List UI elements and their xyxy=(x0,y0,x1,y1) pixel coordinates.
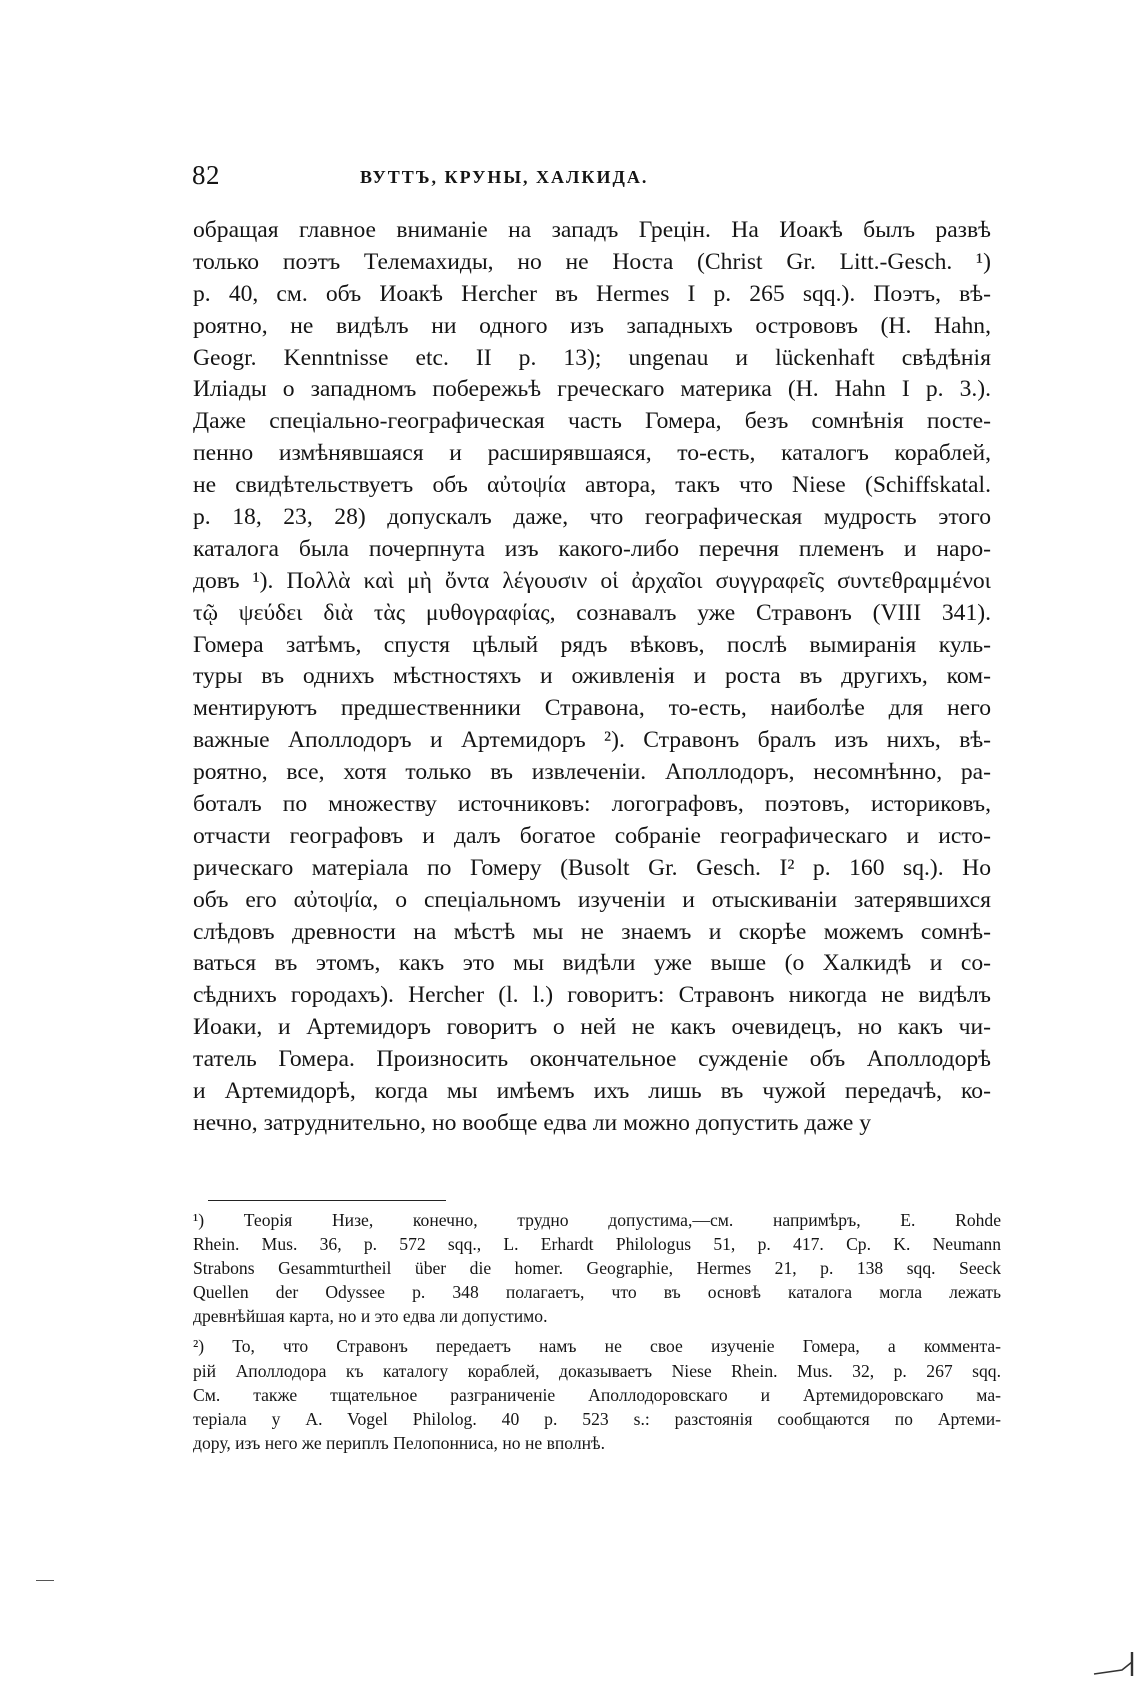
text-line: боталъ по множеству источниковъ: логографовъ, поэтовъ, историковъ, xyxy=(193,791,991,818)
text-line: каталога была почерпнута изъ какого-либо перечня племенъ и наро- xyxy=(193,535,991,562)
footnote xyxy=(193,1208,1001,1328)
text-line: сѣднихъ городахъ). Hercher (l. l.) говоритъ: Стравонъ никогда не видѣлъ xyxy=(193,982,991,1009)
text-line: Даже спеціально-географическая часть Гомера, безъ сомнѣнія посте- xyxy=(193,408,991,435)
text-line: только поэтъ Телемахиды, но не Носта (Christ Gr. Litt.-Gesch. ¹) xyxy=(193,248,991,275)
text-line: довъ ¹). Πολλὰ καὶ μὴ ὄντα λέγουσιν οἱ ἀρχαῖοι συγγραφεῖς συντεθραμμένοι xyxy=(193,567,991,594)
page-number: 82 xyxy=(192,160,220,190)
footnote-line: дору, изъ него же периплъ Пелопонниса, но не вполнѣ. xyxy=(193,1432,606,1453)
footnotes xyxy=(193,1208,1001,1455)
footnote xyxy=(193,1334,1001,1454)
text-line: Иоаки, и Артемидоръ говоритъ о ней не какъ очевидецъ, но какъ чи- xyxy=(193,1014,991,1041)
text-line: татель Гомера. Произносить окончательное сужденіе объ Аполлодорѣ xyxy=(193,1046,991,1073)
text-line: пенно измѣнявшаяся и расширявшаяся, то-есть, каталогъ кораблей, xyxy=(193,440,991,467)
text-line: обращая главное вниманіе на западъ Грецін. На Иоакѣ былъ развѣ xyxy=(193,217,991,243)
footnote-line: древнѣйшая карта, но и это едва ли допустимо. xyxy=(193,1306,548,1327)
running-head: ВУТТЪ, КРУНЫ, ХАЛКИДА. xyxy=(360,167,649,187)
text-line: туры въ однихъ мѣстностяхъ и оживленія и роста въ другихъ, ком- xyxy=(193,663,991,690)
footnote-line: Strabons Gesammturtheil über die homer. Geographie, Hermes 21, p. 138 sqq. Seeck xyxy=(193,1258,1001,1279)
text-line: слѣдовъ древности на мѣстѣ мы не знаемъ и скорѣе можемъ сомнѣ- xyxy=(193,918,991,945)
text-line: ментируютъ предшественники Стравона, то-есть, наиболѣе для него xyxy=(193,695,991,722)
text-line: роятно, не видѣлъ ни одного изъ западныхъ острововъ (H. Hahn, xyxy=(193,312,991,339)
margin-mark xyxy=(36,1580,54,1581)
footnote-line: Quellen der Odyssee p. 348 полагаетъ, что въ основѣ каталога могла лежать xyxy=(193,1282,1001,1303)
text-line: важные Аполлодоръ и Артемидоръ ²). Стравонъ бралъ изъ нихъ, вѣ- xyxy=(193,727,991,754)
text-line: p. 18, 23, 28) допускалъ даже, что географическая мудрость этого xyxy=(193,504,991,531)
text-line: Geogr. Kenntnisse etc. II p. 13); ungenau и lückenhaft свѣдѣнія xyxy=(193,344,991,371)
text-line: объ его αὐτοψία, о спеціальномъ изученіи и отыскиваніи затерявшихся xyxy=(193,886,991,913)
main-text xyxy=(193,215,991,1140)
text-line: рическаго матеріала по Гомеру (Busolt Gr. Gesch. I² p. 160 sq.). Но xyxy=(193,854,991,881)
text-line: роятно, все, хотя только въ извлеченіи. Аполлодоръ, несомнѣнно, ра- xyxy=(193,759,991,786)
footnote-line: Rhein. Mus. 36, p. 572 sqq., L. Erhardt Philologus 51, p. 417. Cp. K. Neumann xyxy=(193,1234,1001,1255)
footnote-rule xyxy=(208,1200,446,1201)
footnote-line: ¹) Теорія Низе, конечно, трудно допустима,—см. напримѣръ, E. Rohde xyxy=(193,1210,1001,1230)
text-line: p. 40, см. объ Иоакѣ Hercher въ Hermes I p. 265 sqq.). Поэтъ, вѣ- xyxy=(193,280,991,307)
footnote-line: ²) То, что Стравонъ передаетъ намъ не свое изученіе Гомера, а коммента- xyxy=(193,1336,1001,1357)
footnote-line: См. также тщательное разграниченіе Аполлодоровскаго и Артемидоровскаго ма- xyxy=(193,1384,1001,1405)
text-line: нечно, затруднительно, но вообще едва ли можно допустить даже у xyxy=(193,1109,872,1136)
corner-mark-icon xyxy=(1092,1648,1140,1678)
text-line: τῷ ψεύδει διὰ τὰς μυθογραφίας, сознавалъ уже Стравонъ (VIII 341). xyxy=(193,599,991,626)
text-line: и Артемидорѣ, когда мы имѣемъ ихъ лишь въ чужой передачѣ, ко- xyxy=(193,1078,991,1105)
text-line: ваться въ этомъ, какъ это мы видѣли уже выше (о Халкидѣ и со- xyxy=(193,950,991,977)
text-line: отчасти географовъ и далъ богатое собраніе географическаго и исто- xyxy=(193,822,991,849)
text-line: Гомера затѣмъ, спустя цѣлый рядъ вѣковъ, послѣ вымиранія куль- xyxy=(193,631,991,658)
footnote-line: теріала у A. Vogel Philolog. 40 p. 523 s.: разстоянія сообщаются по Артеми- xyxy=(193,1408,1001,1429)
footnote-line: рій Аполлодора къ каталогу кораблей, доказываетъ Niese Rhein. Mus. 32, p. 267 sqq. xyxy=(193,1360,1001,1381)
text-line: не свидѣтельствуетъ объ αὐτοψία автора, такъ что Niese (Schiffskatal. xyxy=(193,472,991,499)
text-line: Иліады о западномъ побережьѣ греческаго материка (H. Hahn I p. 3.). xyxy=(193,376,991,403)
